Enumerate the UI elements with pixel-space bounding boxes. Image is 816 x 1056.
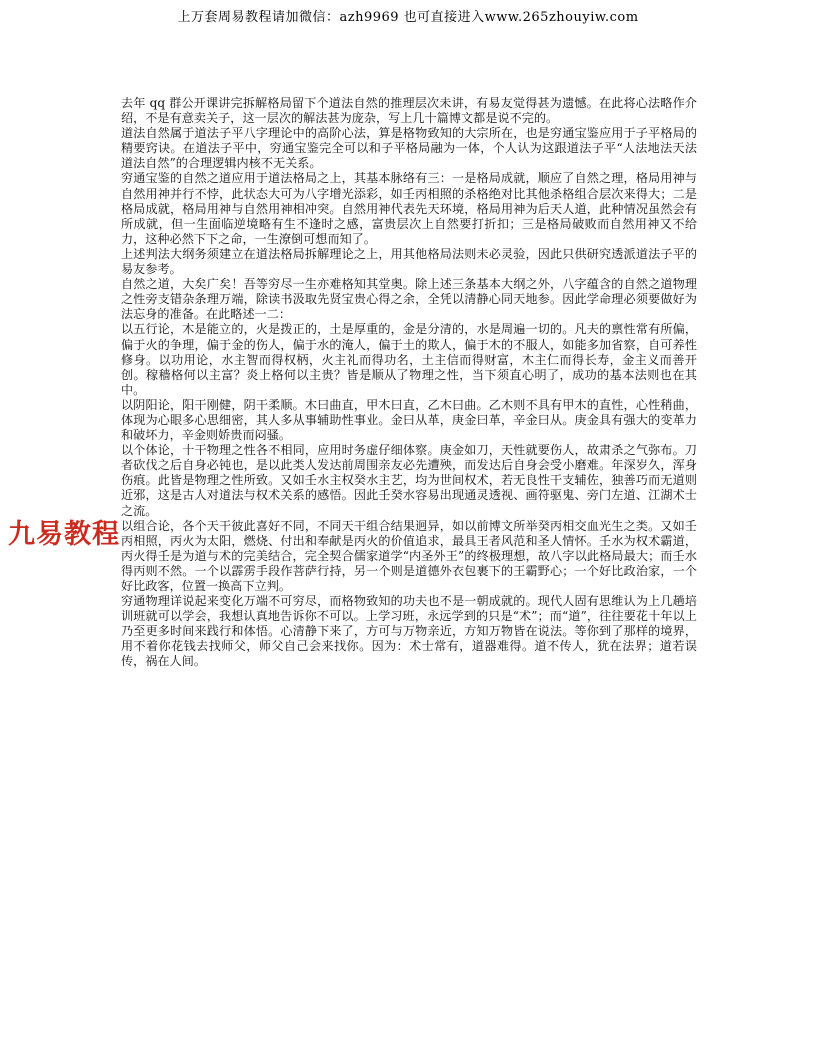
paragraph-judgement-note: 上述判法大纲务须建立在道法格局拆解理论之上，用其他格局法则未必灵验，因此只供研究透派道法子平的易友参考。 xyxy=(121,246,697,277)
paragraph-combination: 以组合论，各个天干彼此喜好不同，不同天干组合结果迥异，如以前博文所举癸丙相交血光生之类。又如壬丙相照，丙火为太阳，燃烧、付出和奉献是丙火的价值追求，最具王者风范和圣人情怀。壬水为权术霸道，丙火得壬是为道与术的完美结合，完全契合儒家道学“内圣外王”的终极理想，故八字以此格局最大；而壬水得丙则不然。一个以霹雳手段作菩萨行持，另一个则是道德外衣包裹下的王霸野心；一个好比政治家，一个好比政客，位置一换高下立判。 xyxy=(121,518,697,593)
paragraph-intro: 去年 qq 群公开课讲完拆解格局留下个道法自然的推理层次未讲，有易友觉得甚为遗憾。在此将心法略作介绍，不是有意卖关子，这一层次的解法甚为庞杂，写上几十篇博文都是说不完的。 xyxy=(121,96,697,126)
paragraph-daofa-ziran: 道法自然属于道法子平八字理论中的高阶心法，算是格物致知的大宗所在，也是穷通宝鉴应用于子平格局的精要窍诀。在道法子平中，穷通宝鉴完全可以和子平格局融为一体，个人认为这跟道法子平“人法地法天法道法自然”的合理逻辑内核不无关系。 xyxy=(121,126,697,171)
paragraph-conclusion: 穷通物理详说起来变化万端不可穷尽，而格物致知的功夫也不是一朝成就的。现代人固有思维认为上几趟培训班就可以学会，我想认真地告诉你不可以。上学习班，永远学到的只是“术”；而“道”，往往要花十年以上乃至更多时间来践行和体悟。心清静下来了，方可与万物亲近，方知万物皆在说法。等你到了那样的境界，用不着你花钱去找师父，师父自己会来找你。因为：术士常有，道器难得。道不传人，犹在法界；道若误传，祸在人间。 xyxy=(121,594,697,669)
paragraph-natural-way: 自然之道，大矣广矣！吾等穷尽一生亦难格知其堂奥。除上述三条基本大纲之外，八字蕴含的自然之道物理之性旁支错杂条理万端，除读书汲取先贤宝贵心得之余，全凭以清静心同天地参。因此学命理必须要做好为法忘身的准备。在此略述一二： xyxy=(121,277,697,322)
paragraph-yin-yang: 以阴阳论，阳干刚健，阴干柔顺。木曰曲直，甲木曰直，乙木曰曲。乙木则不具有甲木的直性，心性稍曲，体现为心眼多心思细密，其人多从事辅助性事业。金曰从革，庚金曰革，辛金曰从。庚金具有强大的变革力和破坏力，辛金则娇贵而闷骚。 xyxy=(121,397,697,443)
article-body xyxy=(121,96,697,670)
paragraph-three-principles: 穷通宝鉴的自然之道应用于道法格局之上，其基本脉络有三：一是格局成就，顺应了自然之理，格局用神与自然用神并行不悖，此状态大可为八字增光添彩，如壬丙相照的杀格绝对比其他杀格组合层次来得大；二是格局成就，格局用神与自然用神相冲突。自然用神代表先天环境，格局用神为后天人道，此种情况虽然会有所成就，但一生面临逆境略有生不逢时之感，富贵层次上自然要打折扣；三是格局破败而自然用神又不给力，这种必然下下之命，一生潦倒可想而知了。 xyxy=(121,171,697,246)
paragraph-five-elements: 以五行论，木是能立的，火是拨正的，土是厚重的，金是分清的，水是周遍一切的。凡夫的禀性常有所偏，偏于火的争理，偏于金的伤人，偏于水的淹人，偏于土的欺人，偏于木的不服人，如能多加省察，自可养性修身。以功用论，水主智而得权柄，火主礼而得功名，土主信而得财富，木主仁而得长寿，金主义而善开创。稼穑格何以主富？炎上格何以主贵？皆是顺从了物理之性，当下须直心明了，成功的基本法则也在其中。 xyxy=(121,322,697,397)
watermark-logo: 九易教程 xyxy=(8,519,120,550)
paragraph-individual: 以个体论，十干物理之性各不相同，应用时务虚仔细体察。庚金如刀，天性就要伤人，故肃杀之气弥布。刀者砍伐之后自身必钝也，是以此类人发达前周围亲友必先遭殃，而发达后自身会受小磨难。年深岁久，浑身伤痕。此皆是物理之性所致。又如壬水主权癸水主艺，均为世间权术，若无良性干支辅佐，独善巧而无道则近邪，这是古人对道法与权术关系的感悟。因此壬癸水容易出现通灵透视、画符驱鬼、旁门左道、江湖术士之流。 xyxy=(121,443,697,518)
page-header: 上万套周易教程请加微信：azh9969 也可直接进入www.265zhouyiw.com xyxy=(177,10,639,25)
